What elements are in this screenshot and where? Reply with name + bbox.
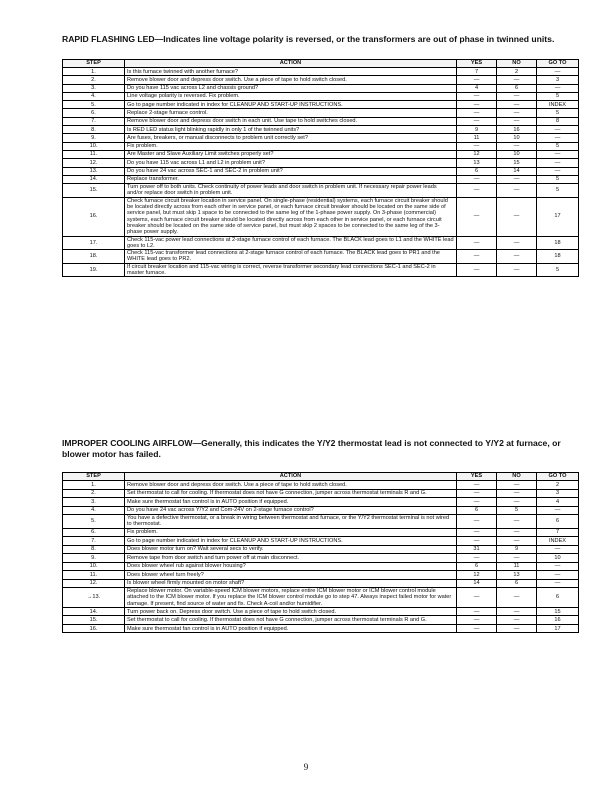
yes-cell: — <box>457 588 497 608</box>
yes-cell: — <box>457 197 497 236</box>
yes-cell: 6 <box>457 167 497 175</box>
step-cell: 14. <box>63 175 125 183</box>
yes-cell: — <box>457 142 497 150</box>
action-cell: Check 115-vac transformer lead connections at 2-stage furnace control of each furnace. The BLACK lead goes to PR1 and the WHITE lead goes to PR2. <box>125 250 457 264</box>
header-step: STEP <box>63 60 125 68</box>
step-cell: 13. <box>63 167 125 175</box>
action-cell: Does blower wheel turn freely? <box>125 571 457 580</box>
section-lead: IMPROPER COOLING AIRFLOW <box>62 438 193 448</box>
goto-cell: — <box>537 126 579 134</box>
step-cell: 2. <box>63 76 125 84</box>
action-cell: Turn power back on. Depress door switch. Use a piece of tape to hold switch closed. <box>125 607 457 616</box>
no-cell: 15 <box>497 159 537 167</box>
no-cell: 2 <box>497 68 537 76</box>
step-cell: 4. <box>63 92 125 100</box>
table-row <box>63 537 579 546</box>
section-title-improper-cooling-airflow <box>62 438 578 460</box>
yes-cell: — <box>457 528 497 537</box>
table-row <box>63 76 579 84</box>
yes-cell: — <box>457 101 497 109</box>
step-cell: 11. <box>63 571 125 580</box>
step-cell: 12. <box>63 579 125 588</box>
yes-cell: — <box>457 537 497 546</box>
step-cell: 7. <box>63 117 125 125</box>
action-cell: Make sure thermostat fan control is in AUTO position if equipped. <box>125 498 457 507</box>
action-cell: Make sure thermostat fan control is in AUTO position if equipped. <box>125 624 457 633</box>
goto-cell: — <box>537 562 579 571</box>
no-cell: — <box>497 624 537 633</box>
step-cell: 17. <box>63 236 125 250</box>
header-yes: YES <box>457 60 497 68</box>
action-cell: Do you have 24 vac across Y/Y2 and Com-24V on 2-stage furnace control? <box>125 506 457 515</box>
table-row <box>63 528 579 537</box>
table-row <box>63 126 579 134</box>
rapid-flashing-led-table <box>62 59 579 277</box>
table-row <box>63 197 579 236</box>
no-cell: — <box>497 263 537 277</box>
action-cell: Is blower wheel firmly mounted on motor shaft? <box>125 579 457 588</box>
goto-cell: 7 <box>537 528 579 537</box>
no-cell: — <box>497 250 537 264</box>
yes-cell: — <box>457 481 497 490</box>
yes-cell: 31 <box>457 545 497 554</box>
table-row <box>63 554 579 563</box>
yes-cell: 4 <box>457 84 497 92</box>
goto-cell: 18 <box>537 236 579 250</box>
no-cell: 14 <box>497 167 537 175</box>
action-cell: Do you have 24 vac across SEC-1 and SEC-2 in problem unit? <box>125 167 457 175</box>
action-cell: If circuit breaker location and 115-vac wiring is correct, reverse transformer secondary lead connections SEC-1 and SEC-2 in master furnace. <box>125 263 457 277</box>
step-cell: 15. <box>63 616 125 625</box>
goto-cell: 5 <box>537 109 579 117</box>
yes-cell: — <box>457 498 497 507</box>
no-cell: — <box>497 92 537 100</box>
table-row <box>63 117 579 125</box>
table-row <box>63 571 579 580</box>
table-row <box>63 134 579 142</box>
step-cell: 10. <box>63 142 125 150</box>
goto-cell: 15 <box>537 607 579 616</box>
goto-cell: — <box>537 150 579 158</box>
action-cell: Remove blower door and depress door switch in each unit. Use tape to hold switches closed. <box>125 117 457 125</box>
header-goto: GO TO <box>537 473 579 481</box>
goto-cell: INDEX <box>537 101 579 109</box>
action-cell: Line voltage polarity is reversed. Fix problem. <box>125 92 457 100</box>
no-cell: — <box>497 616 537 625</box>
table-row <box>63 84 579 92</box>
no-cell: 9 <box>497 545 537 554</box>
goto-cell: — <box>537 167 579 175</box>
action-cell: Fix problem. <box>125 142 457 150</box>
no-cell: — <box>497 537 537 546</box>
yes-cell: — <box>457 616 497 625</box>
action-cell: Fix problem. <box>125 528 457 537</box>
table-body <box>63 68 579 277</box>
no-cell: — <box>497 528 537 537</box>
table-row <box>63 607 579 616</box>
table-row <box>63 588 579 608</box>
no-cell: — <box>497 175 537 183</box>
action-cell: Turn power off to both units. Check continuity of power leads and door switch in problem unit. If necessary repair power leads and/or replace door switch in problem unit. <box>125 184 457 198</box>
yes-cell: — <box>457 117 497 125</box>
step-cell: 15. <box>63 184 125 198</box>
yes-cell: — <box>457 263 497 277</box>
goto-cell: 3 <box>537 489 579 498</box>
step-cell: 9. <box>63 554 125 563</box>
no-cell: 6 <box>497 84 537 92</box>
action-cell: Check furnace circuit breaker location in service panel. On single-phase (residential) systems, each furnace circuit breaker should be located directly across from each other in service panel, or each furnace circuit breaker should be located on the same side of service panel, but must skip 1 space to be connected to the same leg of the 1-phase power supply. On 3-phase (commercial) systems, each furnace circuit breaker should be located directly across from each other in service panel, or each furnace circuit breaker should be located on the same side of service panel, but must skip 2 spaces to be connected to the same leg of the 3-phase power supply. <box>125 197 457 236</box>
section-lead: RAPID FLASHING LED <box>62 34 155 44</box>
table-header-row <box>63 60 579 68</box>
action-cell: Remove blower door and depress door switch. Use a piece of tape to hold switch closed. <box>125 481 457 490</box>
table-row <box>63 159 579 167</box>
step-cell: 19. <box>63 263 125 277</box>
table-row <box>63 250 579 264</box>
step-cell: 3. <box>63 84 125 92</box>
table-row <box>63 109 579 117</box>
step-cell: 10. <box>63 562 125 571</box>
goto-cell: 10 <box>537 554 579 563</box>
action-cell: Replace transformer. <box>125 175 457 183</box>
table-row <box>63 68 579 76</box>
step-cell: 5. <box>63 101 125 109</box>
step-cell: 6. <box>63 109 125 117</box>
goto-cell: — <box>537 506 579 515</box>
no-cell: — <box>497 481 537 490</box>
action-cell: You have a defective thermostat, or a break in wiring between thermostat and furnace, or the Y/Y2 thermostat terminal is not wired to thermostat. <box>125 515 457 529</box>
action-cell: Are Master and Slave Auxiliary Limit switches properly set? <box>125 150 457 158</box>
action-cell: Remove tape from door switch and turn power off at main disconnect. <box>125 554 457 563</box>
table-row <box>63 263 579 277</box>
no-cell: 6 <box>497 579 537 588</box>
step-cell: 8. <box>63 126 125 134</box>
goto-cell: 3 <box>537 76 579 84</box>
table-header-row <box>63 473 579 481</box>
table-body <box>63 481 579 633</box>
section-description: —Generally, this indicates the Y/Y2 thermostat lead is not connected to Y/Y2 at furnace, or blower motor has failed. <box>62 438 561 459</box>
action-cell: Check 115-vac power lead connections at 2-stage furnace control of each furnace. The BLACK lead goes to L1 and the WHITE lead goes to L2. <box>125 236 457 250</box>
table-row <box>63 175 579 183</box>
no-cell: — <box>497 184 537 198</box>
action-cell: Does blower motor turn on? Wait several secs to verify. <box>125 545 457 554</box>
header-goto: GO TO <box>537 60 579 68</box>
no-cell: — <box>497 197 537 236</box>
table-row <box>63 184 579 198</box>
no-cell: — <box>497 236 537 250</box>
yes-cell: — <box>457 184 497 198</box>
header-action: ACTION <box>125 473 457 481</box>
goto-cell: 17 <box>537 197 579 236</box>
goto-cell: 5 <box>537 175 579 183</box>
no-cell: 13 <box>497 571 537 580</box>
no-cell: — <box>497 76 537 84</box>
yes-cell: — <box>457 607 497 616</box>
yes-cell: 12 <box>457 150 497 158</box>
no-cell: 5 <box>497 506 537 515</box>
step-cell: 7. <box>63 537 125 546</box>
goto-cell: 8 <box>537 117 579 125</box>
action-cell: Replace 2-stage furnace control. <box>125 109 457 117</box>
goto-cell: 16 <box>537 616 579 625</box>
table-row <box>63 236 579 250</box>
action-cell: Go to page number indicated in index for CLEANUP AND START-UP INSTRUCTIONS. <box>125 537 457 546</box>
goto-cell: 17 <box>537 624 579 633</box>
step-cell: 1. <box>63 481 125 490</box>
goto-cell: 5 <box>537 142 579 150</box>
table-row <box>63 167 579 175</box>
no-cell: — <box>497 101 537 109</box>
action-cell: Do you have 115 vac across L1 and L2 in problem unit? <box>125 159 457 167</box>
table-row <box>63 624 579 633</box>
yes-cell: — <box>457 175 497 183</box>
table-row <box>63 506 579 515</box>
no-cell: — <box>497 515 537 529</box>
no-cell: — <box>497 498 537 507</box>
step-cell: 16. <box>63 624 125 633</box>
no-cell: — <box>497 117 537 125</box>
action-cell: Does blower wheel rub against blower housing? <box>125 562 457 571</box>
goto-cell: 6 <box>537 588 579 608</box>
yes-cell: 11 <box>457 134 497 142</box>
step-cell: 9. <box>63 134 125 142</box>
header-no: NO <box>497 60 537 68</box>
yes-cell: 9 <box>457 126 497 134</box>
yes-cell: — <box>457 250 497 264</box>
no-cell: — <box>497 109 537 117</box>
goto-cell: 18 <box>537 250 579 264</box>
yes-cell: 7 <box>457 68 497 76</box>
yes-cell: — <box>457 515 497 529</box>
goto-cell: 5 <box>537 263 579 277</box>
step-cell: 2. <box>63 489 125 498</box>
goto-cell: 4 <box>537 498 579 507</box>
step-cell: 5. <box>63 515 125 529</box>
step-cell: 8. <box>63 545 125 554</box>
yes-cell: — <box>457 554 497 563</box>
step-cell: 6. <box>63 528 125 537</box>
header-action: ACTION <box>125 60 457 68</box>
yes-cell: — <box>457 92 497 100</box>
goto-cell: — <box>537 545 579 554</box>
goto-cell: 6 <box>537 515 579 529</box>
step-cell: 11. <box>63 150 125 158</box>
header-yes: YES <box>457 473 497 481</box>
yes-cell: 14 <box>457 579 497 588</box>
yes-cell: — <box>457 76 497 84</box>
step-cell: 12. <box>63 159 125 167</box>
table-row <box>63 481 579 490</box>
table-row <box>63 92 579 100</box>
yes-cell: 6 <box>457 506 497 515</box>
action-cell: Set thermostat to call for cooling. If thermostat does not have G connection, jumper across thermostat terminals R and G. <box>125 489 457 498</box>
goto-cell: — <box>537 579 579 588</box>
goto-cell: INDEX <box>537 537 579 546</box>
header-step: STEP <box>63 473 125 481</box>
table-row <box>63 562 579 571</box>
step-cell: 3. <box>63 498 125 507</box>
section-description: —Indicates line voltage polarity is reversed, or the transformers are out of phase in twinned units. <box>154 34 555 44</box>
yes-cell: 12 <box>457 571 497 580</box>
no-cell: 16 <box>497 126 537 134</box>
no-cell: 10 <box>497 150 537 158</box>
action-cell: Do you have 115 vac across L2 and chassis ground? <box>125 84 457 92</box>
goto-cell: 2 <box>537 481 579 490</box>
step-cell: 18. <box>63 250 125 264</box>
goto-cell: — <box>537 84 579 92</box>
step-cell: 4. <box>63 506 125 515</box>
step-cell: 1. <box>63 68 125 76</box>
table-row <box>63 498 579 507</box>
table-row <box>63 142 579 150</box>
step-cell: →13. <box>63 588 125 608</box>
page-number: 9 <box>303 762 309 772</box>
no-cell: — <box>497 489 537 498</box>
yes-cell: — <box>457 236 497 250</box>
yes-cell: — <box>457 109 497 117</box>
table-row <box>63 616 579 625</box>
improper-cooling-airflow-table <box>62 472 579 633</box>
step-cell: 14. <box>63 607 125 616</box>
action-cell: Is RED LED status light blinking rapidly in only 1 of the twinned units? <box>125 126 457 134</box>
action-cell: Set thermostat to call for cooling. If thermostat does not have G connection, jumper across thermostat terminals R and G. <box>125 616 457 625</box>
no-cell: — <box>497 607 537 616</box>
no-cell: — <box>497 142 537 150</box>
table-row <box>63 489 579 498</box>
step-cell: 16. <box>63 197 125 236</box>
goto-cell: — <box>537 571 579 580</box>
no-cell: — <box>497 554 537 563</box>
yes-cell: 6 <box>457 562 497 571</box>
goto-cell: 5 <box>537 92 579 100</box>
action-cell: Remove blower door and depress door switch. Use a piece of tape to hold switch closed. <box>125 76 457 84</box>
action-cell: Replace blower motor. On variable-speed ICM blower motors, replace entire ICM blower motor or ICM blower control module attached to the ICM blower motor. If you replace the ICM blower control module go to step 47. Always inspect failed motor for water damage. If present, find source of water and fix. Check A-coil and/or humidifier. <box>125 588 457 608</box>
goto-cell: — <box>537 134 579 142</box>
goto-cell: 5 <box>537 184 579 198</box>
action-cell: Go to page number indicated in index for CLEANUP AND START-UP INSTRUCTIONS. <box>125 101 457 109</box>
table-row <box>63 579 579 588</box>
no-cell: 11 <box>497 562 537 571</box>
no-cell: 10 <box>497 134 537 142</box>
no-cell: — <box>497 588 537 608</box>
yes-cell: — <box>457 624 497 633</box>
header-no: NO <box>497 473 537 481</box>
yes-cell: 13 <box>457 159 497 167</box>
section-title-rapid-flashing-led <box>62 34 578 45</box>
table-row <box>63 101 579 109</box>
table-row <box>63 515 579 529</box>
action-cell: Are fuses, breakers, or manual disconnects to problem unit correctly set? <box>125 134 457 142</box>
goto-cell: — <box>537 68 579 76</box>
yes-cell: — <box>457 489 497 498</box>
table-row <box>63 545 579 554</box>
goto-cell: — <box>537 159 579 167</box>
table-row <box>63 150 579 158</box>
action-cell: Is this furnace twinned with another furnace? <box>125 68 457 76</box>
